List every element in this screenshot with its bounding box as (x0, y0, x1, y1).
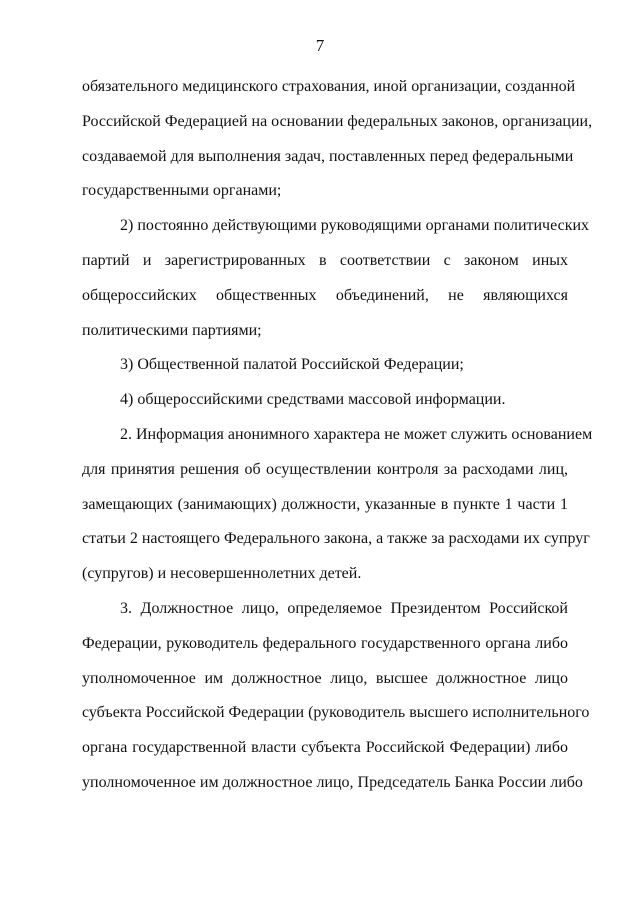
text-line: (супругов) и несовершеннолетних детей. (82, 565, 362, 583)
text-line: 2. Информация анонимного характера не может служить основанием (120, 425, 593, 443)
text-line: Российской Федерацией на основании федеральных законов, организации, (82, 112, 593, 130)
document-body (82, 70, 593, 801)
text-line: Федерации, руководитель федерального государственного органа либо (82, 634, 568, 652)
text-line: партий и зарегистрированных в соответствии с законом иных (82, 251, 568, 269)
text-line: уполномоченное им должностное лицо, высшее должностное лицо (82, 669, 568, 687)
text-line: 2) постоянно действующими руководящими органами политических (120, 217, 590, 235)
text-line: политическими партиями; (82, 321, 262, 339)
text-line: субъекта Российской Федерации (руководитель высшего исполнительного (82, 704, 590, 722)
text-line: создаваемой для выполнения задач, поставленных перед федеральными (82, 147, 574, 165)
text-line: общероссийских общественных объединений, не являющихся (82, 286, 568, 304)
text-line: 3) Общественной палатой Российской Федерации; (120, 356, 464, 374)
text-line: обязательного медицинского страхования, иной организации, созданной (82, 78, 576, 95)
text-line: органа государственной власти субъекта Российской Федерации) либо (82, 739, 568, 757)
text-line: уполномоченное им должностное лицо, Председатель Банка России либо (82, 773, 583, 791)
text-line: 4) общероссийскими средствами массовой информации. (120, 391, 506, 409)
text-line: для принятия решения об осуществлении контроля за расходами лиц, (82, 460, 568, 478)
text-line: замещающих (занимающих) должности, указанные в пункте 1 части 1 (82, 495, 568, 513)
text-line: 3. Должностное лицо, определяемое Президентом Российской (120, 599, 568, 617)
text-line: государственными органами; (82, 182, 282, 200)
text-line: статьи 2 настоящего Федерального закона, а также за расходами их супруг (82, 530, 590, 548)
page-number: 7 (315, 36, 325, 55)
